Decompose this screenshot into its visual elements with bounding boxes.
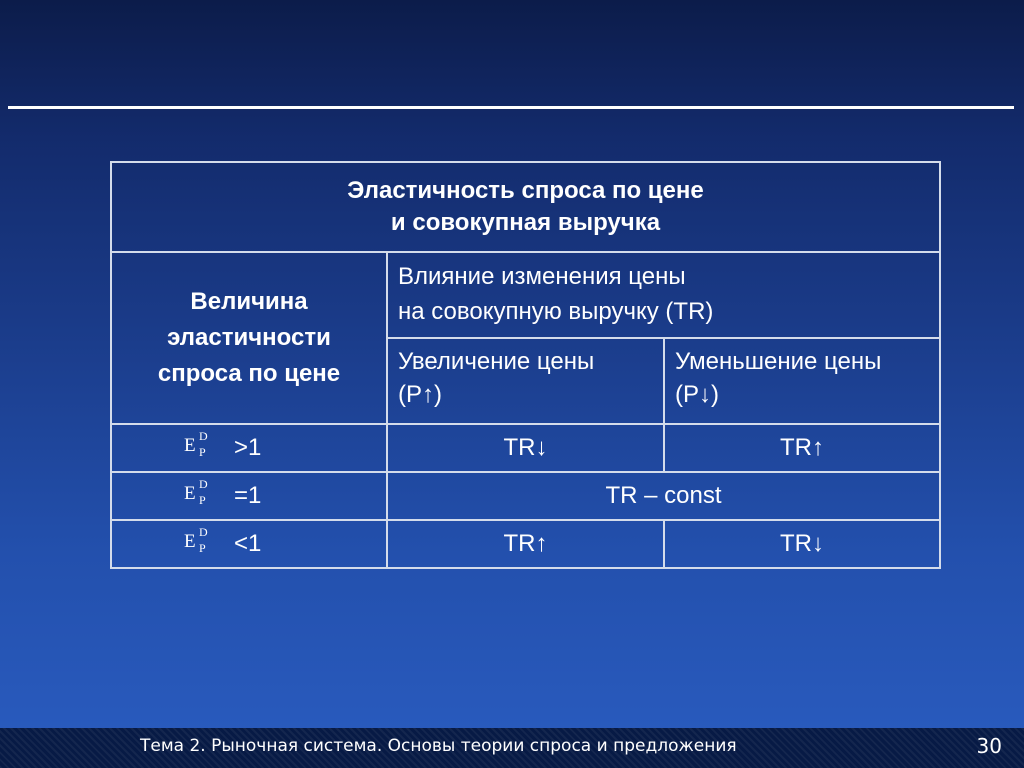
- revenue-on-price-decrease: TR↓: [664, 520, 940, 568]
- revenue-on-price-increase: TR↑: [387, 520, 664, 568]
- elasticity-symbol-d: D: [199, 525, 208, 539]
- table-row: [111, 472, 940, 520]
- table-row: [111, 424, 940, 472]
- elasticity-symbol-e: E: [184, 483, 196, 504]
- price-increase-line-2: (P↑): [398, 381, 442, 408]
- price-decrease-line-1: Уменьшение цены: [675, 348, 882, 375]
- influence-line-2: на совокупную выручку (TR): [398, 298, 714, 325]
- elasticity-symbol-d: D: [199, 429, 208, 443]
- elasticity-symbol: [184, 525, 218, 563]
- elasticity-symbol-p: P: [199, 445, 206, 459]
- table-title-line-1: Эластичность спроса по цене: [347, 177, 704, 204]
- elasticity-symbol-p: P: [199, 493, 206, 507]
- table-title-row: [111, 162, 940, 252]
- elasticity-symbol-e: E: [184, 531, 196, 552]
- table-row: [111, 520, 940, 568]
- price-increase-header: [387, 338, 664, 424]
- elasticity-condition-cell: [111, 520, 387, 568]
- elasticity-revenue-table: [110, 161, 941, 569]
- elasticity-symbol: [184, 477, 218, 515]
- revenue-on-price-decrease: TR↑: [664, 424, 940, 472]
- elasticity-symbol-e: E: [184, 435, 196, 456]
- table-title-line-2: и совокупная выручка: [390, 209, 661, 236]
- elasticity-symbol: [184, 429, 218, 467]
- table-title: [111, 162, 940, 252]
- elasticity-value-header: [111, 252, 387, 424]
- footer-topic: Тема 2. Рыночная система. Основы теории спроса и предложения: [140, 736, 737, 756]
- header-row-influence: [111, 252, 940, 338]
- revenue-constant: TR – const: [387, 472, 940, 520]
- elasticity-header-line-2: эластичности: [167, 324, 331, 351]
- elasticity-comparison: =1: [234, 482, 262, 509]
- page-number: 30: [976, 734, 1002, 758]
- elasticity-comparison: >1: [234, 434, 262, 461]
- elasticity-condition-cell: [111, 424, 387, 472]
- title-divider-line: [8, 106, 1014, 109]
- elasticity-condition-cell: [111, 472, 387, 520]
- elasticity-comparison: <1: [234, 530, 262, 557]
- price-increase-line-1: Увеличение цены: [398, 348, 595, 375]
- price-decrease-header: [664, 338, 940, 424]
- price-change-influence-header: [387, 252, 940, 338]
- elasticity-header-line-1: Величина: [190, 288, 308, 315]
- price-decrease-line-2: (P↓): [675, 381, 719, 408]
- influence-line-1: Влияние изменения цены: [398, 263, 686, 290]
- elasticity-header-line-3: спроса по цене: [157, 360, 341, 387]
- elasticity-symbol-d: D: [199, 477, 208, 491]
- elasticity-symbol-p: P: [199, 541, 206, 555]
- revenue-on-price-increase: TR↓: [387, 424, 664, 472]
